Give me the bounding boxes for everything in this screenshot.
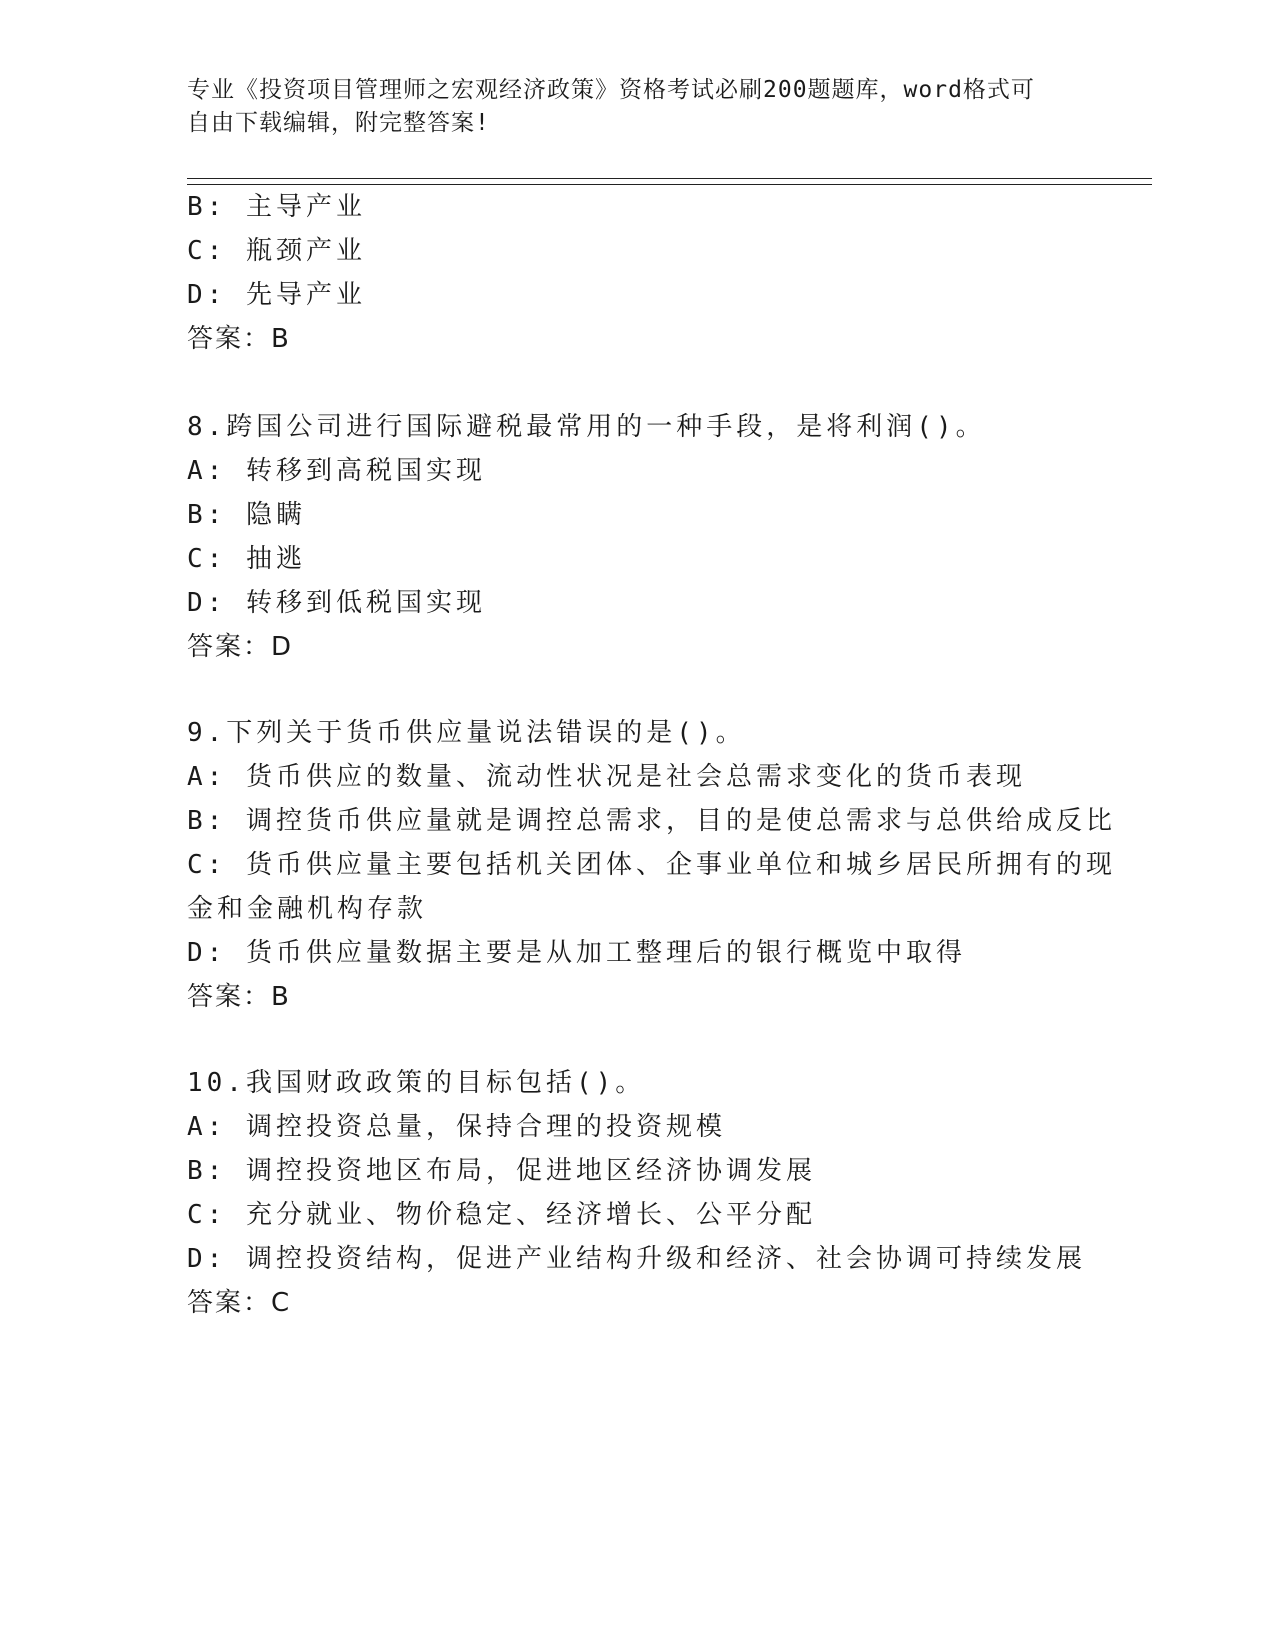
header-line-2: 自由下载编辑，附完整答案! [187,110,490,136]
q10-option-b: B: 调控投资地区布局，促进地区经济协调发展 [187,1156,816,1186]
q9-option-b: B: 调控货币供应量就是调控总需求，目的是使总需求与总供给成反比 [187,806,1116,836]
q9-option-d: D: 货币供应量数据主要是从加工整理后的银行概览中取得 [187,938,966,968]
header-line-1: 专业《投资项目管理师之宏观经济政策》资格考试必刷200题题库，word格式可 [187,77,1035,103]
q10-answer: 答案：C [187,1288,292,1318]
q10-option-c: C: 充分就业、物价稳定、经济增长、公平分配 [187,1200,816,1230]
q10-option-d: D: 调控投资结构，促进产业结构升级和经济、社会协调可持续发展 [187,1244,1086,1274]
q8-option-c: C: 抽逃 [187,544,306,574]
header-divider-bottom [187,184,1152,185]
q9-option-c-line-1: C: 货币供应量主要包括机关团体、企事业单位和城乡居民所拥有的现 [187,850,1116,880]
q7-answer: 答案：B [187,324,291,354]
q8-option-d: D: 转移到低税国实现 [187,588,486,618]
q9-question: 9.下列关于货币供应量说法错误的是()。 [187,718,746,748]
q10-question: 10.我国财政政策的目标包括()。 [187,1068,646,1098]
q10-option-a: A: 调控投资总量，保持合理的投资规模 [187,1112,726,1142]
q7-option-b: B: 主导产业 [187,192,366,222]
document-header [187,74,1067,140]
header-divider-top [187,178,1152,179]
q9-answer: 答案：B [187,982,291,1012]
q7-option-d: D: 先导产业 [187,280,366,310]
q7-option-c: C: 瓶颈产业 [187,236,366,266]
q8-option-a: A: 转移到高税国实现 [187,456,486,486]
q8-option-b: B: 隐瞒 [187,500,306,530]
q9-option-c-line-2: 金和金融机构存款 [187,894,428,924]
q8-question: 8.跨国公司进行国际避税最常用的一种手段，是将利润()。 [187,412,986,442]
q9-option-a: A: 货币供应的数量、流动性状况是社会总需求变化的货币表现 [187,762,1026,792]
q8-answer: 答案：D [187,632,294,662]
